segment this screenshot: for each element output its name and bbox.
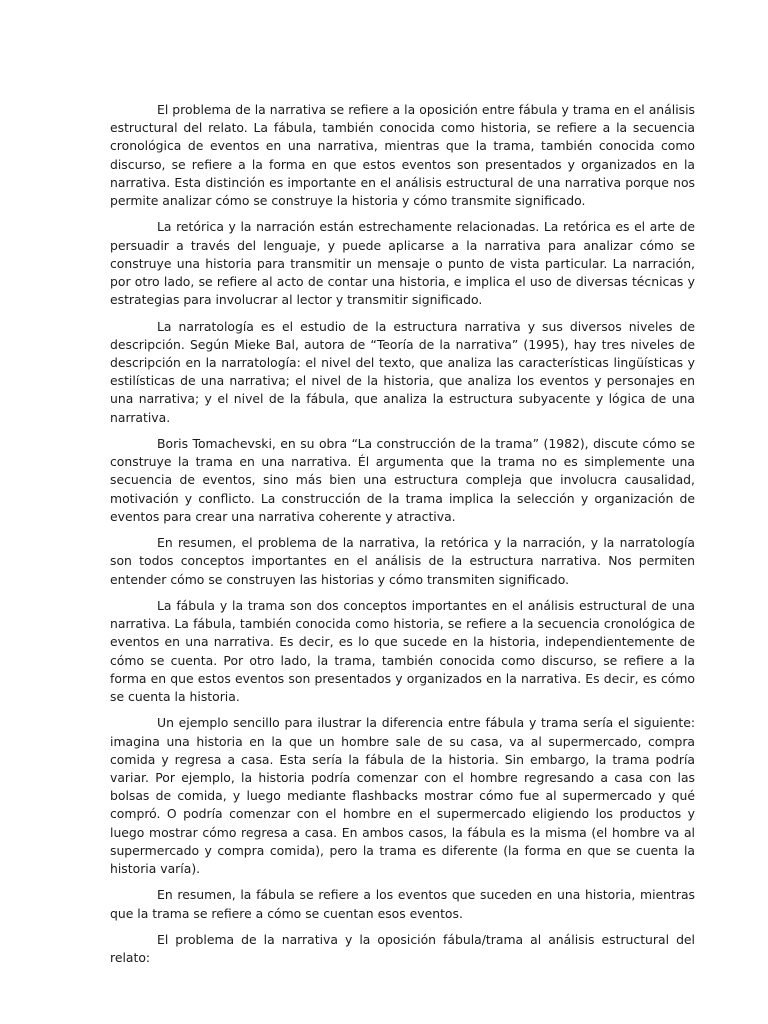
paragraph-6: La fábula y la trama son dos conceptos importantes en el análisis estructural de una narrativa. La fábula, también conocida como historia, se refiere a la secuencia cronológica de eventos en una narrativa. Es decir, es lo que sucede en la historia, independientemente de cómo se cuenta. Por otro lado, la trama, también conocida como discurso, se refiere a la forma en que estos eventos son presentados y organizados en la narrativa. Es decir, es cómo se cuenta la historia. [110, 598, 695, 705]
paragraph-8: En resumen, la fábula se refiere a los eventos que suceden en una historia, mientras que la trama se refiere a cómo se cuentan esos eventos. [110, 887, 695, 921]
paragraph-9: El problema de la narrativa y la oposición fábula/trama al análisis estructural del relato: [110, 932, 695, 966]
paragraph-5: En resumen, el problema de la narrativa, la retórica y la narración, y la narratología son todos conceptos importantes en el análisis de la estructura narrativa. Nos permiten entender cómo se construyen las historias y cómo transmiten significado. [110, 535, 695, 587]
paragraph-1: El problema de la narrativa se refiere a la oposición entre fábula y trama en el análisis estructural del relato. La fábula, también conocida como historia, se refiere a la secuencia cronológica de eventos en una narrativa, mientras que la trama, también conocida como discurso, se refiere a la forma en que estos eventos son presentados y organizados en la narrativa. Esta distinción es importante en el análisis estructural de una narrativa porque nos permite analizar cómo se construye la historia y cómo transmite significado. [110, 102, 695, 209]
paragraph-4: Boris Tomachevski, en su obra “La construcción de la trama” (1982), discute cómo se construye la trama en una narrativa. Él argumenta que la trama no es simplemente una secuencia de eventos, sino más bien una estructura compleja que involucra causalidad, motivación y conflicto. La construcción de la trama implica la selección y organización de eventos para crear una narrativa coherente y atractiva. [110, 436, 695, 524]
paragraph-3: La narratología es el estudio de la estructura narrativa y sus diversos niveles de descripción. Según Mieke Bal, autora de “Teoría de la narrativa” (1995), hay tres niveles de descripción en la narratología: el nivel del texto, que analiza las características lingüísticas y estilísticas de una narrativa; el nivel de la historia, que analiza los eventos y personajes en una narrativa; y el nivel de la fábula, que analiza la estructura subyacente y lógica de una narrativa. [110, 318, 695, 425]
paragraph-2: La retórica y la narración están estrechamente relacionadas. La retórica es el arte de persuadir a través del lenguaje, y puede aplicarse a la narrativa para analizar cómo se construye una historia para transmitir un mensaje o punto de vista particular. La narración, por otro lado, se refiere al acto de contar una historia, e implica el uso de diversas técnicas y estrategias para involucrar al lector y transmitir significado. [110, 219, 695, 308]
document-body [110, 101, 695, 967]
paragraph-7: Un ejemplo sencillo para ilustrar la diferencia entre fábula y trama sería el siguiente: imagina una historia en la que un hombre sale de su casa, va al supermercado, compra comida y regresa a casa. Esta sería la fábula de la historia. Sin embargo, la trama podría variar. Por ejemplo, la historia podría comenzar con el hombre regresando a casa con las bolsas de comida, y luego mediante flashbacks mostrar cómo fue al supermercado y qué compró. O podría comenzar con el hombre en el supermercado eligiendo los productos y luego mostrar cómo regresa a casa. En ambos casos, la fábula es la misma (el hombre va al supermercado y compra comida), pero la trama es diferente (la forma en que se cuenta la historia varía). [110, 715, 695, 877]
